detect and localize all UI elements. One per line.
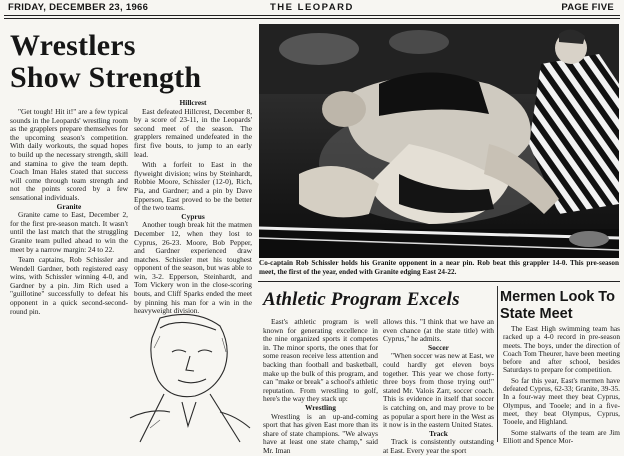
athletic-paragraph-3: allows this. "I think that we have an even chance (at the state title) with Cyprus," he admits. xyxy=(383,317,494,344)
subhead-cyprus: Cyprus xyxy=(181,211,205,221)
athletic-paragraph-4: "When soccer was new at East, we could hardly get eleven boys together. This year we chose forty-three boys from those trying out!" stated Mr. Valois Zarr, soccer coach. This is evidence in itself that soccer is catching on, and may prove to be as popular a sport here in the West as it now is in the eastern United States. xyxy=(383,351,494,430)
wrestlers-headline xyxy=(10,30,260,94)
athletic-column-2 xyxy=(383,318,494,456)
coach-sketch-illustration xyxy=(10,308,250,442)
athletic-paragraph-5: Track is consistently outstanding at East. Every year the sport xyxy=(383,437,494,455)
issue-date: FRIDAY, DECEMBER 23, 1966 xyxy=(8,2,149,13)
swim-paragraph-3: Some stalwarts of the team are Jim Elliott and Spence Mor- xyxy=(503,427,620,445)
photo-caption: Co-captain Rob Schissler holds his Granite opponent in a near pin. Rob beat this grappler 14-0. This pre-season meet, the first of the year, ended with Granite edging East 24-22. xyxy=(259,259,619,276)
cyprus-paragraph-1: Another tough break hit the matmen December 12, when they lost to Cyprus, 26-23. Moore, Bob Pepper, and Gardner experienced draw matches. Schissler met his toughest opponent of the season, but was able to win, 3-2. Epperson, Steinhardt, and Tom Vickery won in the close-scoring bouts, and Cliff Sparks ended the meet by pinning his man for a win in the heavyweight division. xyxy=(134,220,252,316)
subhead-wrestling: Wrestling xyxy=(305,402,336,412)
subhead-soccer: Soccer xyxy=(428,342,449,352)
wrestlers-intro: "Get tough! Hit it!" are a few typical sounds in the Leopards' wrestling room as the grapplers prepare themselves for the upcoming season's competition. With daily workouts, the squad hopes to build up the necessary strength, skill and stamina to give the team depth. Coach Iman Hales stated that success will come through team strength and not the points scored by a few sensational individuals. xyxy=(10,107,128,202)
page-number: PAGE FIVE xyxy=(561,2,614,13)
swim-headline: Mermen Look To State Meet xyxy=(500,289,615,322)
swim-paragraph-1: The East High swimming team has racked up a 4-0 record in pre-season meets. The boys, under the direction of Coach Tom Theurer, have been meeting before and after school, besides Saturdays to prepare for competition. xyxy=(503,324,620,375)
section-rule xyxy=(258,281,620,282)
subhead-granite: Granite xyxy=(56,201,82,211)
subhead-track: Track xyxy=(429,428,448,438)
athletic-paragraph-2: Wrestling is an up-and-coming sport that has given East more than its share of state champions. "We always have at least one state champ," said Mr. Iman xyxy=(263,411,378,455)
coach-sketch-art xyxy=(10,308,250,442)
wrestling-photo-art xyxy=(259,24,619,258)
hillcrest-paragraph-2: With a forfeit to East in the flyweight division; wins by Steinhardt, Robbie Moore, Schissler (12-0), Rich, Pia, and Gardner; and a pin by Dave Epperson, East proved to be the better of the two teams. xyxy=(134,160,252,213)
column-divider xyxy=(497,286,498,442)
granite-paragraph-2: Team captains, Rob Schissler and Wendell Gardner, both registered easy wins, with Schissler winning 4-0, and Gardner by a pin. Jim Rich used a "guillotine" successfully to defeat his opponent in a quick second-second-round pin. xyxy=(10,255,128,316)
masthead-rule-top xyxy=(4,15,620,16)
masthead xyxy=(4,2,620,15)
athletic-headline: Athletic Program Excels xyxy=(263,289,460,310)
masthead-rule-bottom xyxy=(4,18,620,19)
wrestlers-column-2 xyxy=(134,99,252,316)
newspaper-name: THE LEOPARD xyxy=(270,2,354,13)
swim-paragraph-2: So far this year, East's mermen have defeated Cyprus, 62-33; Granite, 39-35. In a four-way meet they beat Cyprus, Olympus, and Tooele; and in a five-meet, they beat Olympus, Cyprus, Tooele, and Highland. xyxy=(503,375,620,427)
wrestling-photo xyxy=(259,24,619,258)
hillcrest-paragraph-1: East defeated Hillcrest, December 8, by a score of 23-11, in the Leopards' second meet of the season. The grapplers remained undefeated in the first five bouts, to jump to an early lead. xyxy=(134,106,252,159)
subhead-hillcrest: Hillcrest xyxy=(179,98,207,107)
wrestlers-column-1 xyxy=(10,108,128,316)
swim-column xyxy=(503,325,620,445)
granite-paragraph-1: Granite came to East, December 2, for the first pre-season match. It wasn't until the last match that the struggling Granite team pulled ahead to win the meet by a narrow margin: 24 to 22. xyxy=(10,210,128,254)
athletic-paragraph-1: East's athletic program is well known for generating excellence in the nine organized sports it competes in. The minor sports, the ones that for some reason receive less attention and backing than football and basketball, make up the bulk of this program, and can "make or break" a school's athletic reputation. From wrestling to golf, here's the way they stack up: xyxy=(263,317,378,404)
wrestlers-headline-line1: Wrestlers xyxy=(10,29,136,62)
wrestlers-headline-line2: Show Strength xyxy=(10,61,202,94)
athletic-column-1 xyxy=(263,318,378,456)
